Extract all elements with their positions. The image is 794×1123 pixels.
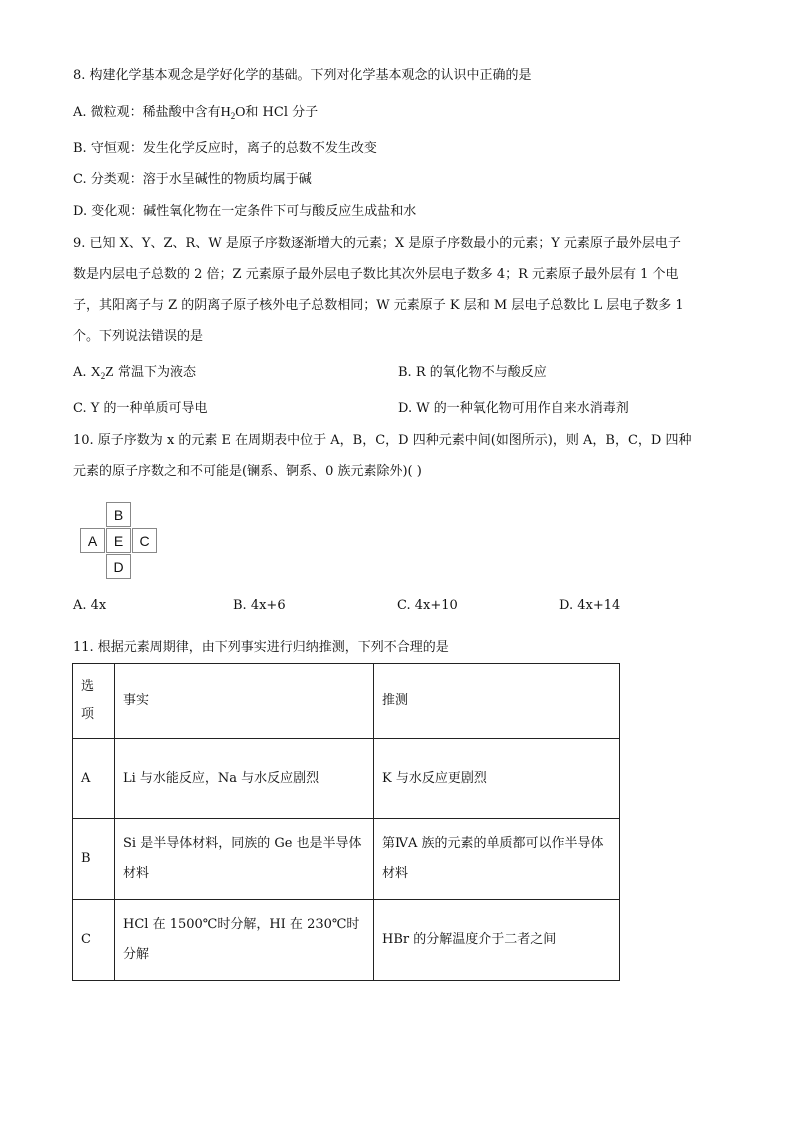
q10-option-b: B. 4x+6 (233, 598, 286, 613)
q9-option-c: C. Y 的一种单质可导电 (73, 401, 208, 416)
header-option: 选项 (73, 664, 115, 739)
table-header-row (73, 664, 620, 739)
q10-option-a: A. 4x (73, 598, 107, 613)
q8-stem: 8. 构建化学基本观念是学好化学的基础。下列对化学基本观念的认识中正确的是 (73, 68, 532, 83)
q8-option-d: D. 变化观：碱性氧化物在一定条件下可与酸反应生成盐和水 (73, 204, 417, 219)
row-fact: Li 与水能反应，Na 与水反应剧烈 (115, 739, 374, 819)
q9-option-a-label: A. (73, 365, 91, 380)
row-fact: Si 是半导体材料，同族的 Ge 也是半导体材料 (115, 819, 374, 900)
q9-stem-line1: 9. 已知 X、Y、Z、R、W 是原子序数逐渐增大的元素；X 是原子序数最小的元素；Y 元素原子最外层电子 (73, 236, 681, 251)
q8-option-a (73, 103, 318, 126)
facts-table (72, 663, 620, 981)
formula-x: X (90, 365, 101, 380)
q8-option-c: C. 分类观：溶于水呈碱性的物质均属于碱 (73, 172, 312, 187)
q9-option-a-rest: 常温下为液态 (113, 365, 196, 380)
formula-h: H (220, 105, 231, 120)
cell-e: E (106, 528, 131, 553)
row-fact: HCl 在 1500℃时分解，HI 在 230℃时分解 (115, 900, 374, 981)
q10-stem-line1: 10. 原子序数为 x 的元素 E 在周期表中位于 A，B，C，D 四种元素中间(如图所示)，则 A，B，C，D 四种 (73, 433, 692, 448)
row-inference: 第ⅣA 族的元素的单质都可以作半导体材料 (374, 819, 620, 900)
formula-o: O (235, 105, 246, 120)
q8-option-a-text: A. 微粒观：稀盐酸中含有 (73, 105, 221, 120)
table-row (73, 819, 620, 900)
q9-stem-line3: 子，其阳离子与 Z 的阴离子原子核外电子总数相同；W 元素原子 K 层和 M 层电子总数比 L 层电子数多 1 (73, 298, 684, 313)
formula-z: Z (105, 365, 114, 380)
cell-b: B (106, 502, 131, 527)
q9-option-d: D. W 的一种氧化物可用作自来水消毒剂 (398, 401, 629, 416)
formula-h2o (221, 105, 246, 120)
formula-sub: 2 (100, 371, 106, 381)
row-inference: K 与水反应更剧烈 (374, 739, 620, 819)
q9-option-b: B. R 的氧化物不与酸反应 (398, 365, 547, 380)
header-fact: 事实 (115, 664, 374, 739)
row-option: C (73, 900, 115, 981)
cell-d: D (106, 554, 131, 579)
q8-option-b: B. 守恒观：发生化学反应时，离子的总数不发生改变 (73, 141, 377, 156)
row-option: A (73, 739, 115, 819)
q8-option-a-rest: 和 HCl 分子 (245, 105, 319, 120)
formula-x2z (91, 365, 114, 380)
q10-stem-line2: 元素的原子序数之和不可能是(镧系、锕系、0 族元素除外)( ) (73, 464, 422, 479)
formula-sub: 2 (230, 111, 236, 121)
q9-stem-line2: 数是内层电子总数的 2 倍；Z 元素原子最外层电子数比其次外层电子数多 4；R 元素原子最外层有 1 个电 (73, 267, 679, 282)
q9-stem-line4: 个。下列说法错误的是 (73, 329, 204, 344)
q11-stem: 11. 根据元素周期律，由下列事实进行归纳推测，下列不合理的是 (73, 640, 449, 655)
cell-c: C (132, 528, 157, 553)
header-inference: 推测 (374, 664, 620, 739)
row-inference: HBr 的分解温度介于二者之间 (374, 900, 620, 981)
q10-option-d: D. 4x+14 (559, 598, 621, 613)
q10-option-c: C. 4x+10 (397, 598, 458, 613)
table-row (73, 900, 620, 981)
q9-option-a (73, 363, 196, 386)
row-option: B (73, 819, 115, 900)
cell-a: A (80, 528, 105, 553)
table-row (73, 739, 620, 819)
